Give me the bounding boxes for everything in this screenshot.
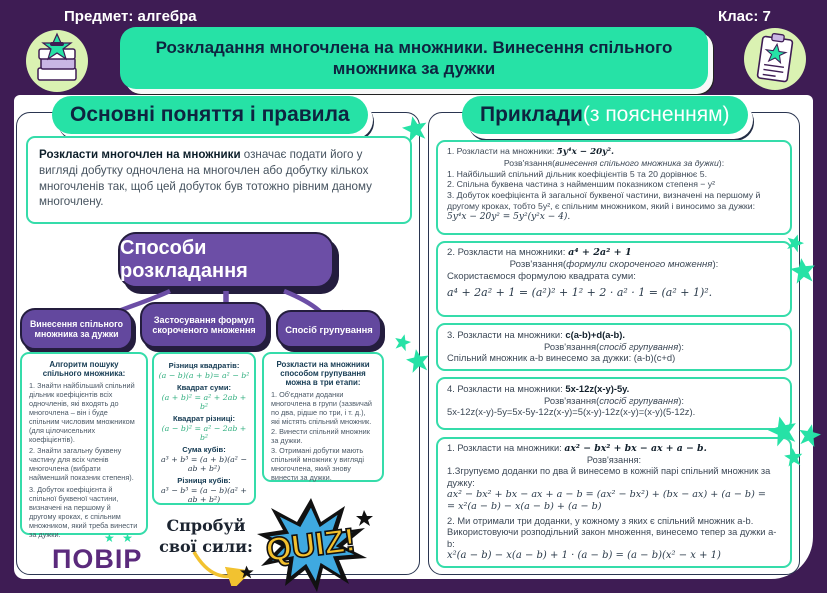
solution-method: формули скороченого множення bbox=[566, 258, 713, 270]
method-pill-common-factor bbox=[20, 308, 133, 350]
algorithm-step: 2. Знайти загальну буквену частину для всіх членів многочлена (вибрати найменший показник степеня). bbox=[29, 446, 134, 483]
solution-method: винесення спільного множника за дужки bbox=[555, 157, 719, 168]
solution-label: ): bbox=[678, 340, 684, 352]
example-expression: ax² − bx² + bx − ax + a − b. bbox=[564, 443, 707, 454]
formulas-box bbox=[152, 352, 256, 505]
clipboard-icon bbox=[744, 28, 806, 90]
solution-label: Розв'язання( bbox=[503, 157, 555, 168]
method-pill-label: Спосіб групування bbox=[285, 323, 373, 335]
solution-label: Розв'язання( bbox=[544, 394, 600, 406]
right-section-header bbox=[462, 96, 748, 134]
solution-label: ): bbox=[712, 258, 719, 270]
solution-step: 2. Спільна буквена частина з найменшим показником степеня − y² bbox=[447, 179, 716, 190]
solution-math: ax² − bx² + bx − ax + a − b = (ax² − bx²) + (bx − ax) + (a − b) = bbox=[447, 489, 766, 501]
definition-text: означає подати його у вигляді добутку одночлена на многочлен або добутку кількох многочленів так, щоб цей добуток був тотожно рівним даному многочлену. bbox=[39, 148, 372, 209]
algorithm-step: 1. Знайти найбільший спільний дільник коефіцієнтів всіх одночленів, які входять до многочлена – він і буде спільним числовим множником (для цілочисельних коефіцієнтів). bbox=[29, 381, 135, 445]
solution-result: 5y⁴x − 20y² = 5y²(y²x − 4). bbox=[447, 211, 571, 222]
example-task: 4. Розкласти на множники: bbox=[447, 383, 566, 394]
definition-term: Розкласти многочлен на множники bbox=[39, 148, 241, 161]
formula: (a − b)(a + b)= a² − b² bbox=[158, 371, 250, 380]
methods-title: Способи розкладання bbox=[120, 237, 248, 282]
formula-label: Квадрат суми: bbox=[176, 383, 232, 392]
formula: (a + b)² = a² + 2ab + b² bbox=[161, 393, 247, 411]
formula-label: Квадрат різниці: bbox=[172, 414, 236, 423]
page-title: Розкладання многочлена на множники. Винесення спільного множника за дужки bbox=[155, 37, 673, 78]
grouping-step: 2. Винести спільний множник за дужки. bbox=[271, 427, 370, 446]
books-badge bbox=[26, 30, 88, 92]
example-task: 3. Розкласти на множники: bbox=[447, 329, 566, 340]
solution-method: спосіб групування bbox=[599, 340, 679, 352]
formula-label: Різниця кубів: bbox=[177, 476, 231, 485]
grouping-step: 3. Отримані добутки мають спільний множник у вигляді многочлена, який знову винести за дужки. bbox=[271, 446, 364, 483]
right-section-title-bold: Приклади bbox=[480, 103, 583, 126]
example-expression: 5x-12z(x-y)-5y. bbox=[565, 383, 630, 394]
method-pill-label: Застосування формул скороченого множення bbox=[152, 315, 256, 335]
algorithm-title: Алгоритм пошуку спільного множника: bbox=[42, 360, 126, 378]
method-pill-grouping bbox=[276, 310, 382, 348]
formula-label: Сума кубів: bbox=[182, 445, 226, 454]
solution-result: Спільний множник a-b винесемо за дужки: (a-b)(c+d) bbox=[447, 352, 676, 364]
method-pill-formulas bbox=[140, 302, 268, 348]
example-expression: 5y⁴x − 20y². bbox=[556, 147, 615, 157]
solution-result: 5x-12z(x-y)-5y=5x-5y-12z(x-y)=5(x-y)-12z(x-y)=(x-y)(5-12z). bbox=[447, 406, 696, 418]
example-task: 1. Розкласти на множники: bbox=[447, 443, 565, 453]
example-1-box bbox=[436, 140, 792, 235]
solution-label: Розв'язання: bbox=[586, 454, 642, 465]
definition-box bbox=[26, 136, 412, 224]
method-pill-label: Винесення спільного множника за дужки bbox=[29, 319, 124, 339]
left-section-title: Основні поняття і правила bbox=[70, 103, 350, 126]
logo-stars-icon: ★ ★ bbox=[104, 531, 135, 545]
subject-label: Предмет: алгебра bbox=[64, 8, 197, 25]
solution-step: 3. Добуток коефіцієнта й загальної буквеної частини, визначені на першому й другому кроках, тобто 5y², є спільним множником, який і виносимо за дужки: bbox=[447, 190, 761, 211]
formula: a³ − b³ = (a − b)(a² + ab + b²) bbox=[161, 486, 247, 504]
solution-method: спосіб групування bbox=[599, 394, 679, 406]
books-icon bbox=[26, 30, 88, 92]
solution-label: ): bbox=[678, 394, 684, 406]
algorithm-box bbox=[20, 352, 148, 539]
solution-label: ): bbox=[718, 157, 725, 168]
example-3-box bbox=[436, 323, 792, 371]
solution-math: = x²(a − b) − x(a − b) + (a − b) bbox=[447, 500, 602, 512]
quiz-burst-icon bbox=[238, 496, 384, 593]
example-2-box bbox=[436, 241, 792, 317]
example-task: 1. Розкласти на множники: bbox=[447, 146, 557, 156]
grouping-box bbox=[262, 352, 384, 482]
grade-label: Клас: 7 bbox=[718, 8, 771, 25]
example-5-box bbox=[436, 437, 792, 568]
methods-title-box bbox=[118, 232, 334, 288]
quiz-label: QUIZ! bbox=[263, 520, 358, 569]
try-skills-text: Спробуй свої сили: bbox=[159, 516, 253, 556]
grouping-title: Розкласти на множники способом групування можна в три етапи: bbox=[276, 360, 370, 387]
brand-logo: ПОВІР bbox=[52, 544, 143, 574]
solution-result: a⁴ + 2a² + 1 = (a²)² + 1² + 2 · a² · 1 = (a² + 1)². bbox=[447, 285, 713, 299]
formula: a³ + b³ = (a + b)(a² − ab + b²) bbox=[161, 455, 247, 473]
solution-step: Використовуючи розподільний закон множення, винесемо тепер за дужки a-b: bbox=[447, 527, 777, 549]
solution-step: 2. Ми отримали три доданки, у кожному з яких є спільний множник a-b. bbox=[447, 515, 754, 526]
algorithm-step: 3. Добуток коефіцієнта й спільної буквеної частини, визначені на першому й другому кроках, є спільним множником, який треба винести за дужки. bbox=[29, 484, 138, 539]
solution-label: Розв'язання( bbox=[509, 258, 567, 270]
example-4-box bbox=[436, 377, 792, 430]
quiz-burst[interactable] bbox=[238, 496, 384, 593]
example-expression: c(a-b)+d(a-b). bbox=[565, 329, 625, 340]
left-section-header bbox=[52, 96, 368, 134]
formula: (a − b)² = a² − 2ab + b² bbox=[161, 424, 247, 442]
formula-label: Різниця квадратів: bbox=[168, 361, 240, 370]
example-task: 2. Розкласти на множники: bbox=[447, 247, 569, 258]
solution-math: x²(a − b) − x(a − b) + 1 · (a − b) = (a − b)(x² − x + 1) bbox=[447, 550, 721, 562]
right-section-title-rest: (з поясненням) bbox=[582, 103, 730, 126]
title-banner bbox=[120, 27, 708, 89]
example-expression: a⁴ + 2a² + 1 bbox=[568, 247, 632, 258]
solution-label: Розв'язання( bbox=[544, 340, 600, 352]
solution-step: 1.Згрупуємо доданки по два й винесемо в кожній парі спільний множник за дужку: bbox=[447, 466, 771, 488]
clipboard-badge bbox=[744, 28, 806, 90]
solution-step: 1. Найбільший спільний дільник коефіцієнтів 5 та 20 дорівнює 5. bbox=[447, 168, 708, 179]
solution-step: Скористаємося формулою квадрата суми: bbox=[447, 270, 636, 282]
grouping-step: 1. Об'єднати доданки многочлена в групи (зазвичай по два, рідше по три, і т. д.), які містять спільний множник. bbox=[271, 390, 372, 427]
